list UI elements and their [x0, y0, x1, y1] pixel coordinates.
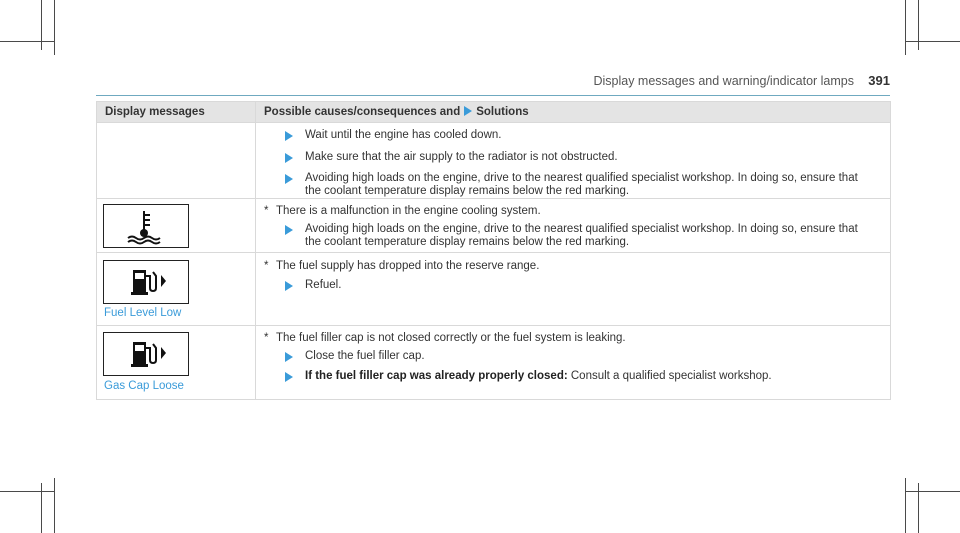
page-number: 391 — [868, 73, 890, 88]
cause-solution-cell — [256, 253, 891, 326]
crop-mark — [41, 0, 42, 50]
crop-mark — [905, 491, 960, 492]
cause-solution-cell — [256, 199, 891, 253]
table-row — [97, 253, 891, 326]
solution-step: Wait until the engine has cooled down. — [285, 129, 875, 142]
cause-text: * There is a malfunction in the engine cooling system. — [264, 205, 541, 217]
message-label-fuel-level-low: Fuel Level Low — [104, 307, 182, 319]
table-header-row — [97, 102, 891, 123]
crop-mark — [0, 491, 55, 492]
arrow-right-icon — [285, 352, 293, 362]
crop-mark — [918, 0, 919, 50]
table-row — [97, 123, 891, 199]
crop-mark — [905, 478, 906, 533]
crop-mark — [905, 41, 960, 42]
crop-mark — [0, 41, 55, 42]
arrow-right-icon — [464, 106, 472, 116]
column-header-causes-solutions — [256, 102, 891, 123]
solution-cell — [256, 123, 891, 199]
column-header-causes: Possible causes/consequences and — [264, 106, 461, 118]
solution-step: Avoiding high loads on the engine, drive to the nearest qualified specialist workshop. In doing so, ensure that the coolant temperature display remains below the red marking. — [285, 172, 875, 198]
message-label-gas-cap-loose: Gas Cap Loose — [104, 380, 184, 392]
display-message-cell — [97, 326, 256, 400]
condition-text: If the fuel filler cap was already properly closed: — [305, 370, 568, 382]
arrow-right-icon — [285, 131, 293, 141]
cause-text: * The fuel supply has dropped into the reserve range. — [264, 260, 540, 272]
crop-mark — [54, 0, 55, 55]
crop-mark — [54, 478, 55, 533]
solution-step: Close the fuel filler cap. — [285, 350, 875, 363]
arrow-right-icon — [285, 174, 293, 184]
cause-text: * The fuel filler cap is not closed correctly or the fuel system is leaking. — [264, 332, 626, 344]
arrow-right-icon — [285, 281, 293, 291]
display-messages-table — [96, 101, 891, 400]
instruction-text: Consult a qualified specialist workshop. — [567, 370, 772, 382]
header-rule — [96, 95, 890, 96]
cause-solution-cell — [256, 326, 891, 400]
solution-step — [285, 370, 875, 383]
table-row — [97, 326, 891, 400]
display-message-cell — [97, 123, 256, 199]
crop-mark — [905, 0, 906, 55]
table-row — [97, 199, 891, 253]
coolant-temperature-icon — [103, 204, 189, 248]
solution-step: Avoiding high loads on the engine, drive to the nearest qualified specialist workshop. In doing so, ensure that the coolant temperature display remains below the red marking. — [285, 223, 875, 249]
column-header-solutions: Solutions — [476, 106, 529, 118]
arrow-right-icon — [285, 153, 293, 163]
solution-step: Make sure that the air supply to the radiator is not obstructed. — [285, 151, 875, 164]
column-header-display-messages: Display messages — [97, 102, 256, 123]
display-message-cell — [97, 199, 256, 253]
arrow-right-icon — [285, 372, 293, 382]
fuel-pump-icon — [103, 260, 189, 304]
display-message-cell — [97, 253, 256, 326]
arrow-right-icon — [285, 225, 293, 235]
header-title: Display messages and warning/indicator lamps — [593, 74, 854, 88]
page-header — [96, 71, 890, 93]
solution-step: Refuel. — [285, 279, 875, 292]
fuel-pump-icon — [103, 332, 189, 376]
